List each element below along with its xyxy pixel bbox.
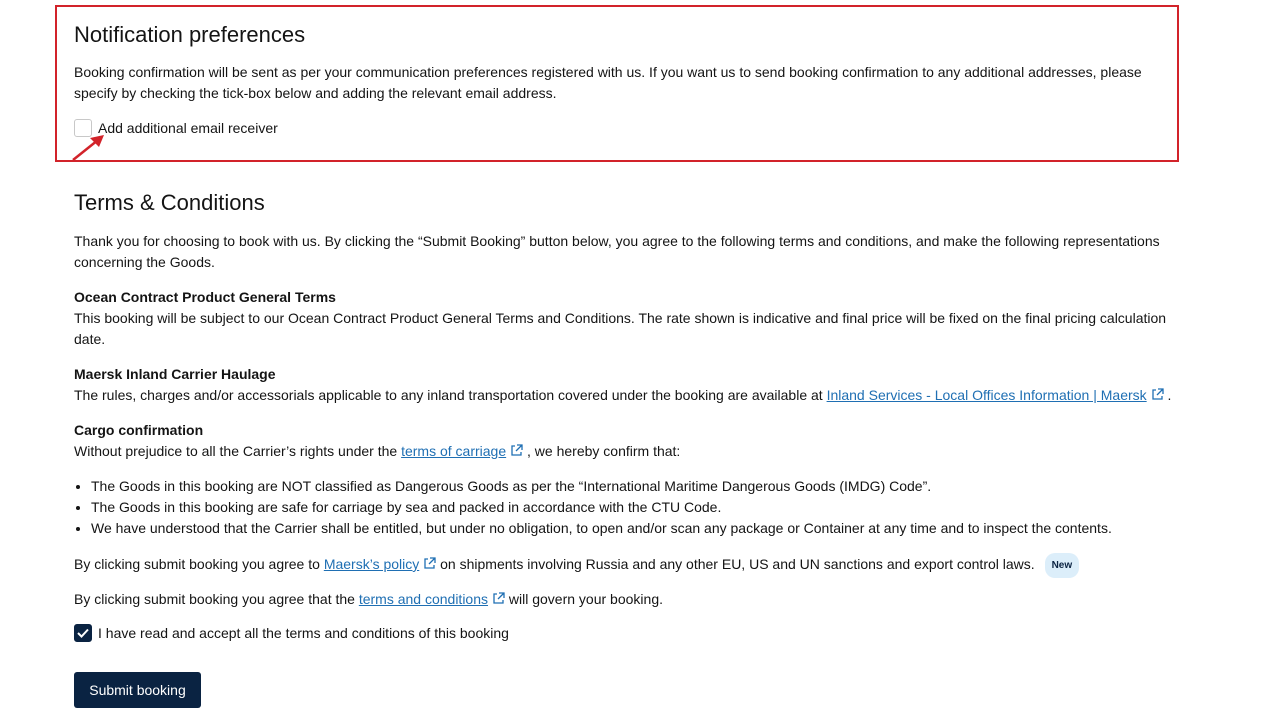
govern-statement <box>74 589 1184 610</box>
terms-and-conditions-link[interactable]: terms and conditions <box>358 591 489 607</box>
policy-statement <box>74 553 1184 578</box>
govern-text-before: By clicking submit booking you agree that the <box>74 591 355 607</box>
ocean-terms-text: This booking will be subject to our Ocean Contract Product General Terms and Conditions. The rate shown is indicative and final price will be fixed on the final pricing calculation date. <box>74 310 1167 347</box>
cargo-confirmation-suffix: , we hereby confirm that: <box>527 443 681 459</box>
ocean-terms-heading: Ocean Contract Product General Terms <box>74 289 336 305</box>
cargo-bullet-item: • We have understood that the Carrier shall be entitled, but under no obligation, to open and/or scan any package or Container at any time and to inspect the contents. <box>91 518 1201 539</box>
inland-haulage-text: The rules, charges and/or accessorials applicable to any inland transportation covered under the booking are available at <box>74 387 823 403</box>
policy-text-after: on shipments involving Russia and any other EU, US and UN sanctions and export control laws. <box>440 556 1035 572</box>
external-link-icon <box>510 444 523 457</box>
govern-text-after: will govern your booking. <box>508 591 663 607</box>
cargo-confirmation-text: Without prejudice to all the Carrier’s rights under the <box>74 443 398 459</box>
cargo-bullet-list <box>74 476 1201 539</box>
submit-booking-button[interactable]: Submit booking <box>74 672 201 708</box>
cargo-bullet-item: • The Goods in this booking are safe for carriage by sea and packed in accordance with the CTU Code. <box>91 497 1201 518</box>
ocean-terms-block <box>74 287 1184 350</box>
cargo-confirmation-block <box>74 420 1184 462</box>
accept-terms-row[interactable] <box>74 624 509 642</box>
inland-services-link[interactable]: Inland Services - Local Offices Information | Maersk <box>826 387 1147 403</box>
terms-of-carriage-link[interactable]: terms of carriage <box>401 443 507 459</box>
policy-text-before: By clicking submit booking you agree to <box>74 556 320 572</box>
inland-haulage-heading: Maersk Inland Carrier Haulage <box>74 366 276 382</box>
cargo-confirmation-heading: Cargo confirmation <box>74 422 204 438</box>
checkmark-icon <box>77 628 89 638</box>
inland-haulage-period: . <box>1167 387 1172 403</box>
external-link-icon <box>492 592 505 605</box>
accept-terms-label: I have read and accept all the terms and conditions of this booking <box>98 625 509 641</box>
maersk-policy-link[interactable]: Maersk’s policy <box>323 556 420 572</box>
accept-terms-checkbox[interactable] <box>74 624 92 642</box>
terms-title: Terms & Conditions <box>74 190 265 215</box>
inland-haulage-block <box>74 364 1184 406</box>
external-link-icon <box>423 557 436 570</box>
cargo-bullet-item: • The Goods in this booking are NOT classified as Dangerous Goods as per the “International Maritime Dangerous Goods (IMDG) Code”. <box>91 476 1201 497</box>
notification-description: Booking confirmation will be sent as per your communication preferences registered with us. If you want us to send booking confirmation to any additional addresses, please specify by checking the tick-box below and adding the relevant email address. <box>74 64 1142 101</box>
new-badge: New <box>1045 553 1080 578</box>
notification-title: Notification preferences <box>74 22 306 47</box>
red-arrow-icon <box>70 132 110 164</box>
additional-email-label: Add additional email receiver <box>98 120 278 136</box>
terms-intro: Thank you for choosing to book with us. By clicking the “Submit Booking” button below, you agree to the following terms and conditions, and make the following representations concerning the Goods. <box>74 233 1160 270</box>
external-link-icon <box>1151 388 1164 401</box>
